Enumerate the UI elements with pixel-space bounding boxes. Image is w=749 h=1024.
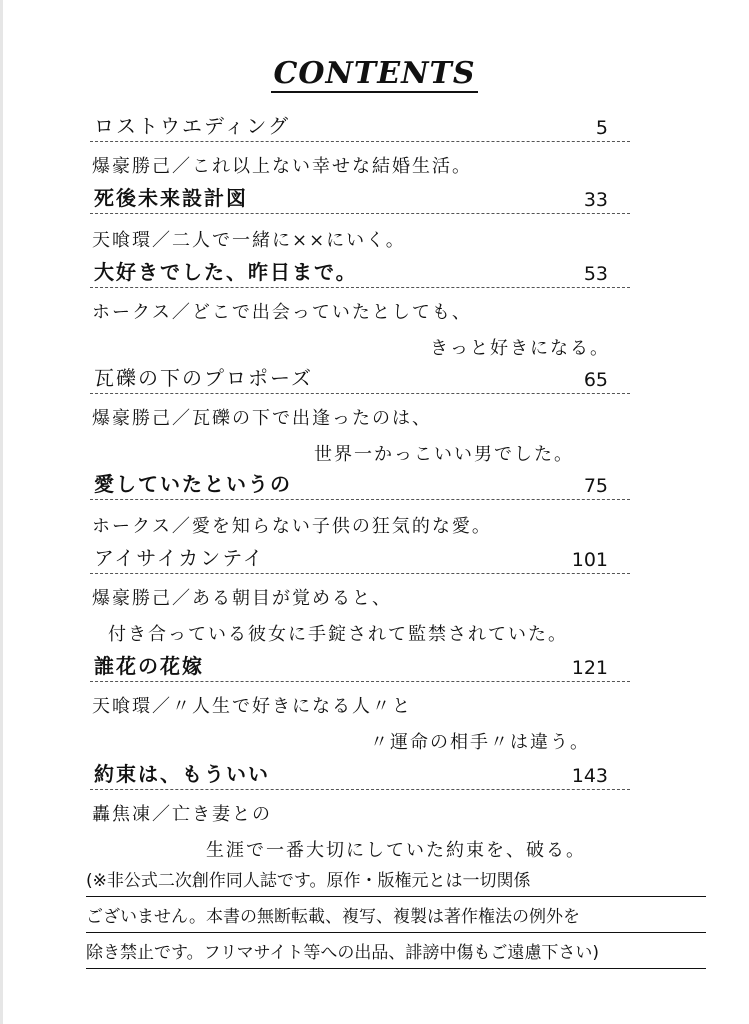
contents-title: CONTENTS [273,56,476,91]
toc-entry-title: 誰花の花嫁 [94,654,204,678]
toc-entry-subtitle [92,298,472,324]
toc-entry-subtitle [92,584,392,610]
toc-entry-title: ロストウエディング [94,114,290,138]
disclaimer-line: ございません。本書の無断転載、複写、複製は著作権法の例外を [86,902,706,933]
toc-entry-row [90,110,630,142]
character-name: ホークス [92,302,172,323]
character-name: 轟焦凍 [92,804,152,825]
separator: ／ [171,302,192,323]
toc-entry-page: 65 [583,369,608,391]
separator: ／ [152,804,172,825]
entry-description-continued: 〃運命の相手〃は違う。 [370,732,590,753]
toc-entry-page: 75 [583,475,608,497]
entry-description: 瓦礫の下で出逢ったのは、 [192,408,432,429]
page-edge [0,0,3,1024]
toc-entry-row [90,650,630,682]
entry-description: これ以上ない幸せな結婚生活。 [192,156,472,177]
toc-entry-page: 33 [583,189,608,211]
separator: ／ [172,588,192,609]
toc-entry-row [90,362,630,394]
entry-description-continued: 付き合っている彼女に手錠されて監禁されていた。 [108,624,568,645]
toc-entry-page: 121 [571,657,608,679]
character-name: 天喰環 [92,230,152,251]
separator: ／ [152,696,172,717]
character-name: 爆豪勝己 [92,156,172,177]
entry-description-continued: きっと好きになる。 [430,338,610,359]
entry-description: 〃人生で好きになる人〃と [172,696,412,717]
toc-entry-subtitle [92,692,412,718]
contents-heading [0,56,749,91]
disclaimer-line: (※非公式二次創作同人誌です。原作・版権元とは一切関係 [86,866,706,897]
toc-entry-page: 101 [571,549,608,571]
disclaimer-line: 除き禁止です。フリマサイト等への出品、誹謗中傷もご遠慮下さい) [86,938,706,969]
toc-entry-title: アイサイカンテイ [94,546,265,570]
entry-description: どこで出会っていたとしても、 [191,302,472,323]
toc-entry-row [90,542,630,574]
entry-description-continued: 生涯で一番大切にしていた約束を、破る。 [206,840,586,861]
entry-description: 亡き妻との [172,804,272,825]
toc-entry-subtitle [92,800,272,826]
separator: ／ [171,516,192,537]
toc-entry-title: 愛していたというの [94,472,292,496]
character-name: ホークス [92,516,172,537]
entry-description: 二人で一緒に××にいく。 [172,230,406,251]
character-name: 爆豪勝己 [92,408,172,429]
toc-entry-page: 53 [583,263,608,285]
toc-entry-page: 143 [571,765,608,787]
toc-entry-subtitle [92,226,406,252]
toc-entry-subtitle [92,404,432,430]
entry-description: ある朝目が覚めると、 [192,588,392,609]
toc-entry-title: 死後未来設計図 [94,186,248,210]
toc-entry-page: 5 [595,117,608,139]
entry-description: 愛を知らない子供の狂気的な愛。 [191,516,492,537]
toc-entry-row [90,468,630,500]
toc-entry-title: 大好きでした、昨日まで。 [94,260,358,284]
toc-entry-title: 約束は、もういい [94,762,270,786]
toc-entry-subtitle [92,152,472,178]
toc-entry-title: 瓦礫の下のプロポーズ [94,366,313,390]
separator: ／ [172,156,192,177]
separator: ／ [172,408,192,429]
toc-entry-row [90,182,630,214]
separator: ／ [152,230,172,251]
toc-entry-row [90,758,630,790]
toc-entry-subtitle [92,512,492,538]
character-name: 爆豪勝己 [92,588,172,609]
character-name: 天喰環 [92,696,152,717]
toc-entry-row [90,256,630,288]
entry-description-continued: 世界一かっこいい男でした。 [314,444,574,465]
